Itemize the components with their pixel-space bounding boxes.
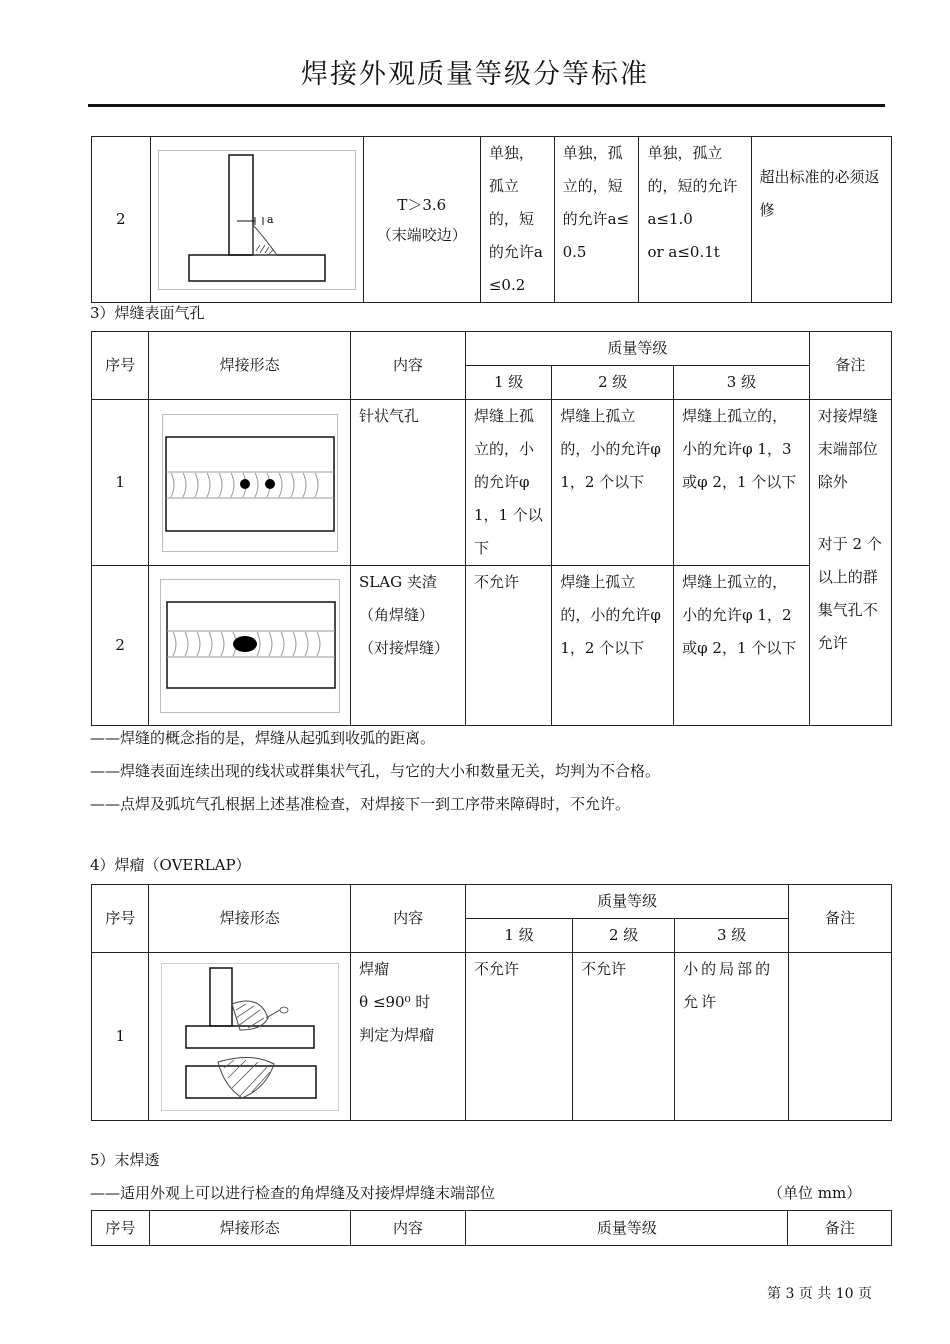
s4-l2: 不允许 xyxy=(573,953,675,1121)
level2-text: 单独，孤立的，短的允许a≤0.5 xyxy=(562,144,630,261)
row1-content: 针状气孔 xyxy=(351,400,466,566)
content-cell xyxy=(363,137,480,303)
row2-no: 2 xyxy=(92,566,149,726)
s4-l1: 不允许 xyxy=(466,953,573,1121)
row2-l3: 焊缝上孤立的，小的允许φ 1，2 或φ 2，1 个以下 xyxy=(674,566,810,726)
s5-header-no: 序号 xyxy=(92,1211,150,1246)
row1-remark: 对接焊缝末端部位除外 xyxy=(817,407,878,491)
level3-line3: or a≤0.1t xyxy=(647,243,720,261)
s4-header-l3: 3 级 xyxy=(675,919,789,953)
header-quality: 质量等级 xyxy=(465,332,809,366)
page-title: 焊接外观质量等级分等标准 xyxy=(301,59,649,90)
overlap-figure xyxy=(149,953,351,1121)
overlap-table xyxy=(91,884,892,1121)
s4-content: 焊瘤 θ ≤90⁰ 时 判定为焊瘤 xyxy=(351,953,466,1121)
incomplete-penetration-table xyxy=(91,1210,892,1246)
undercut-figure xyxy=(150,137,363,303)
remark-merged xyxy=(809,400,891,726)
page-number: 第 3 页 共 10 页 xyxy=(767,1286,872,1302)
s4-header-no: 序号 xyxy=(92,885,149,953)
s4-row-no: 1 xyxy=(92,953,149,1121)
level3-cell xyxy=(639,137,751,303)
s4-remark xyxy=(789,953,892,1121)
remark-text: 超出标准的必须返修 xyxy=(759,168,880,219)
level1-cell xyxy=(480,137,554,303)
level1-text: 单独，孤立的，短的允许a≤0.2 xyxy=(488,144,543,294)
content-line2: （末端咬边） xyxy=(376,225,467,244)
header-remark: 备注 xyxy=(809,332,891,400)
level3-line2: a≤1.0 xyxy=(647,210,693,228)
s5-header-shape: 焊接形态 xyxy=(149,1211,350,1246)
row2-l1: 不允许 xyxy=(465,566,551,726)
row2-content: SLAG 夹渣 （角焊缝） （对接焊缝） xyxy=(351,566,466,726)
section3-note-1: ——焊缝的概念指的是，焊缝从起弧到收弧的距离。 xyxy=(90,729,436,747)
level2-cell xyxy=(554,137,639,303)
pinhole-figure xyxy=(149,400,351,566)
row2-l2: 焊缝上孤立的，小的允许φ 1，2 个以下 xyxy=(552,566,674,726)
s5-header-remark: 备注 xyxy=(788,1211,892,1246)
header-no: 序号 xyxy=(92,332,149,400)
s4-header-shape: 焊接形态 xyxy=(149,885,351,953)
remark-cell xyxy=(751,137,891,303)
section3-heading: 3）焊缝表面气孔 xyxy=(90,304,205,322)
row-no: 2 xyxy=(92,137,151,303)
porosity-table xyxy=(91,331,892,726)
content-line1: T＞3.6 xyxy=(397,195,447,214)
s4-header-remark: 备注 xyxy=(789,885,892,953)
undercut-table xyxy=(91,136,892,303)
section5-note: ——适用外观上可以进行检查的角焊缝及对接焊焊缝末端部位 xyxy=(90,1184,496,1202)
header-shape: 焊接形态 xyxy=(149,332,351,400)
undercut-label: a xyxy=(266,212,274,226)
unit-label: （单位 mm） xyxy=(768,1184,862,1202)
slag-figure xyxy=(149,566,351,726)
row2-remark: 对于 2 个以上的群集气孔不允许 xyxy=(817,535,882,652)
row1-l2: 焊缝上孤立的，小的允许φ 1，2 个以下 xyxy=(552,400,674,566)
s4-header-content: 内容 xyxy=(351,885,466,953)
row1-l3: 焊缝上孤立的，小的允许φ 1，3 或φ 2，1 个以下 xyxy=(674,400,810,566)
row1-l1: 焊缝上孤立的，小的允许φ 1，1 个以下 xyxy=(465,400,551,566)
header-l3: 3 级 xyxy=(674,366,810,400)
s5-header-quality: 质量等级 xyxy=(466,1211,788,1246)
header-l2: 2 级 xyxy=(552,366,674,400)
section5-heading: 5）末焊透 xyxy=(90,1151,160,1169)
s4-header-l1: 1 级 xyxy=(466,919,573,953)
row1-no: 1 xyxy=(92,400,149,566)
s4-header-l2: 2 级 xyxy=(573,919,675,953)
header-l1: 1 级 xyxy=(465,366,551,400)
s4-header-quality: 质量等级 xyxy=(466,885,789,919)
s5-header-content: 内容 xyxy=(350,1211,465,1246)
s4-l3: 小的局部的允许 xyxy=(675,953,789,1121)
section3-note-2: ——焊缝表面连续出现的线状或群集状气孔，与它的大小和数量无关，均判为不合格。 xyxy=(90,762,661,780)
section4-heading: 4）焊瘤（OVERLAP） xyxy=(90,856,251,874)
title-rule xyxy=(88,104,885,107)
section3-note-3: ——点焊及弧坑气孔根据上述基准检查，对焊接下一到工序带来障碍时，不允许。 xyxy=(90,795,631,813)
level3-line1: 单独，孤立的，短的允许 xyxy=(647,144,738,195)
header-content: 内容 xyxy=(351,332,466,400)
